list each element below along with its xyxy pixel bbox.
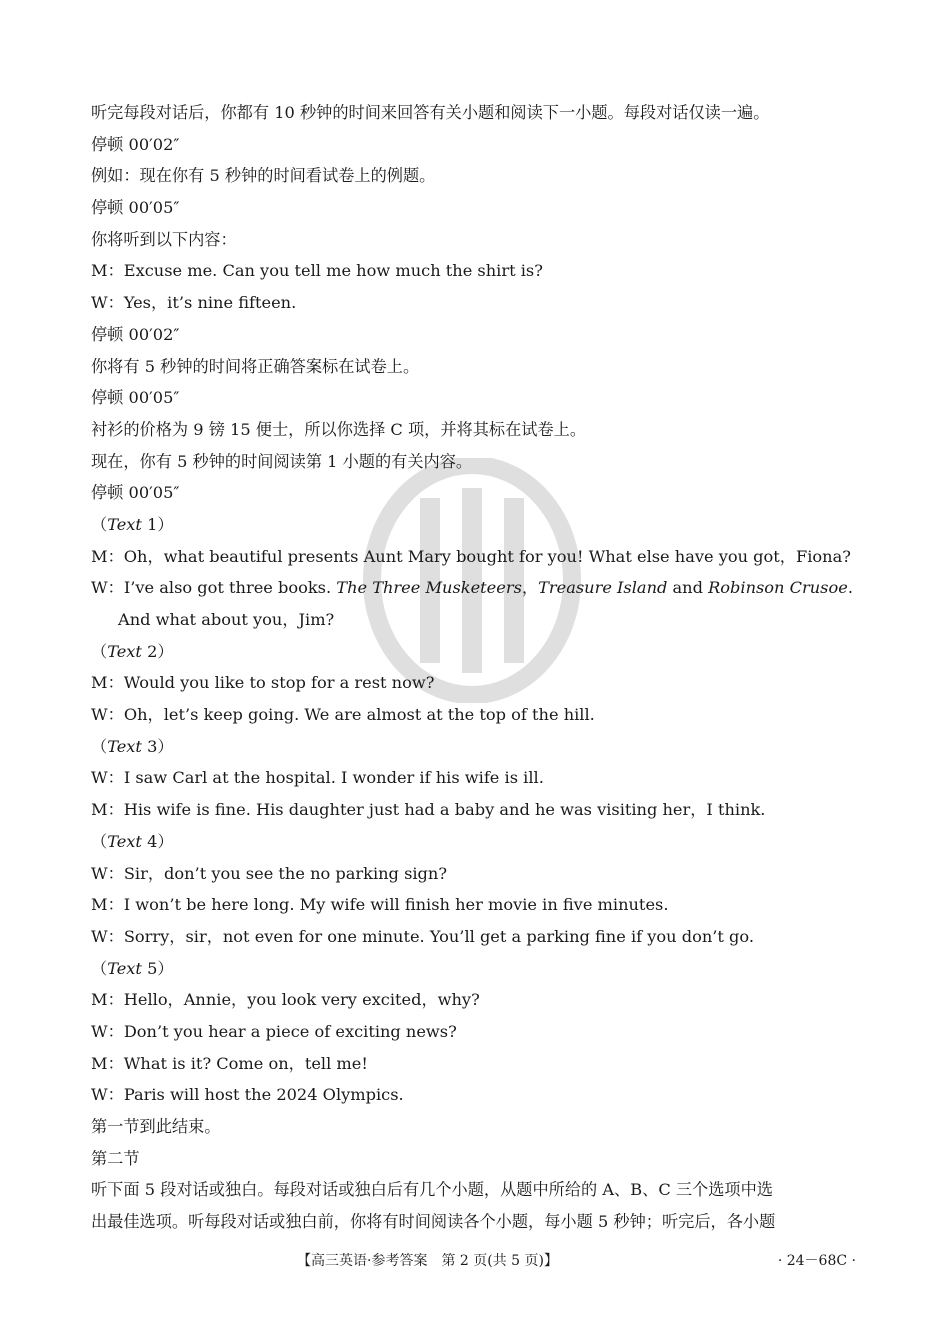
section-heading: 第二节	[91, 1148, 140, 1168]
instruction-line: 现在，你有 5 秒钟的时间阅读第 1 小题的有关内容。	[91, 451, 473, 471]
footer-code: · 24－68C ·	[777, 1253, 856, 1269]
dialogue-line: M：I won’t be here long. My wife will finish her movie in five minutes.	[91, 895, 669, 915]
document-body	[91, 97, 866, 1238]
text-3-label: （Text 3）	[91, 736, 174, 756]
pause-line: 停顿 00′05″	[91, 198, 180, 218]
text-5-label: （Text 5）	[91, 958, 174, 978]
text-4-label: （Text 4）	[91, 831, 174, 851]
book-title: The Three Musketeers	[336, 578, 522, 598]
dialogue-line: W：Yes，it’s nine fifteen.	[91, 293, 297, 313]
dialogue-line: M：Would you like to stop for a rest now?	[91, 673, 435, 693]
dialogue-line: W：Sir，don’t you see the no parking sign?	[91, 863, 448, 883]
dialogue-line: W：Oh，let’s keep going. We are almost at the top of the hill.	[91, 705, 595, 725]
instruction-line: 你将听到以下内容：	[91, 229, 237, 249]
pause-line: 停顿 00′05″	[91, 388, 180, 408]
dialogue-line: M：His wife is fine. His daughter just had a baby and he was visiting her，I think.	[91, 800, 766, 820]
dialogue-line: M：Hello，Annie，you look very excited，why?	[91, 990, 480, 1010]
dialogue-line: W：I’ve also got three books. The Three Musketeers，Treasure Island and Robinson Crusoe.	[91, 578, 853, 598]
pause-line: 停顿 00′02″	[91, 324, 180, 344]
book-title: Treasure Island	[538, 578, 668, 598]
dialogue-line: W：Sorry，sir，not even for one minute. You’ll get a parking fine if you don’t go.	[91, 926, 755, 946]
dialogue-line-continued: And what about you，Jim?	[118, 610, 335, 629]
section-end-line: 第一节到此结束。	[91, 1117, 221, 1136]
instruction-line: 衬衫的价格为 9 镑 15 便士，所以你选择 C 项，并将其标在试卷上。	[91, 419, 587, 439]
dialogue-line: W：Paris will host the 2024 Olympics.	[91, 1085, 404, 1105]
text-2-label: （Text 2）	[91, 641, 174, 661]
book-title: Robinson Crusoe	[708, 578, 848, 598]
dialogue-line: W：Don’t you hear a piece of exciting news?	[91, 1021, 457, 1041]
instruction-line: 听完每段对话后，你都有 10 秒钟的时间来回答有关小题和阅读下一小题。每段对话仅读一遍。	[91, 103, 770, 122]
pause-line: 停顿 00′02″	[91, 134, 180, 154]
footer-page-info: 【高三英语·参考答案 第 2 页(共 5 页)】	[297, 1253, 558, 1269]
instruction-line: 你将有 5 秒钟的时间将正确答案标在试卷上。	[91, 356, 420, 376]
page-footer	[0, 1250, 950, 1274]
dialogue-line: M：Excuse me. Can you tell me how much the shirt is?	[91, 261, 543, 281]
dialogue-line: M：Oh，what beautiful presents Aunt Mary bought for you! What else have you got，Fiona?	[91, 546, 851, 566]
pause-line: 停顿 00′05″	[91, 483, 180, 503]
instruction-line: 听下面 5 段对话或独白。每段对话或独白后有几个小题，从题中所给的 A、B、C 三个选项中选	[91, 1180, 773, 1200]
dialogue-line: W：I saw Carl at the hospital. I wonder if his wife is ill.	[91, 768, 544, 788]
text-1-label: （Text 1）	[91, 514, 174, 534]
instruction-line: 出最佳选项。听每段对话或独白前，你将有时间阅读各个小题，每小题 5 秒钟；听完后，各小题	[91, 1212, 776, 1232]
dialogue-line: M：What is it? Come on，tell me!	[91, 1053, 368, 1073]
instruction-line: 例如：现在你有 5 秒钟的时间看试卷上的例题。	[91, 166, 436, 186]
